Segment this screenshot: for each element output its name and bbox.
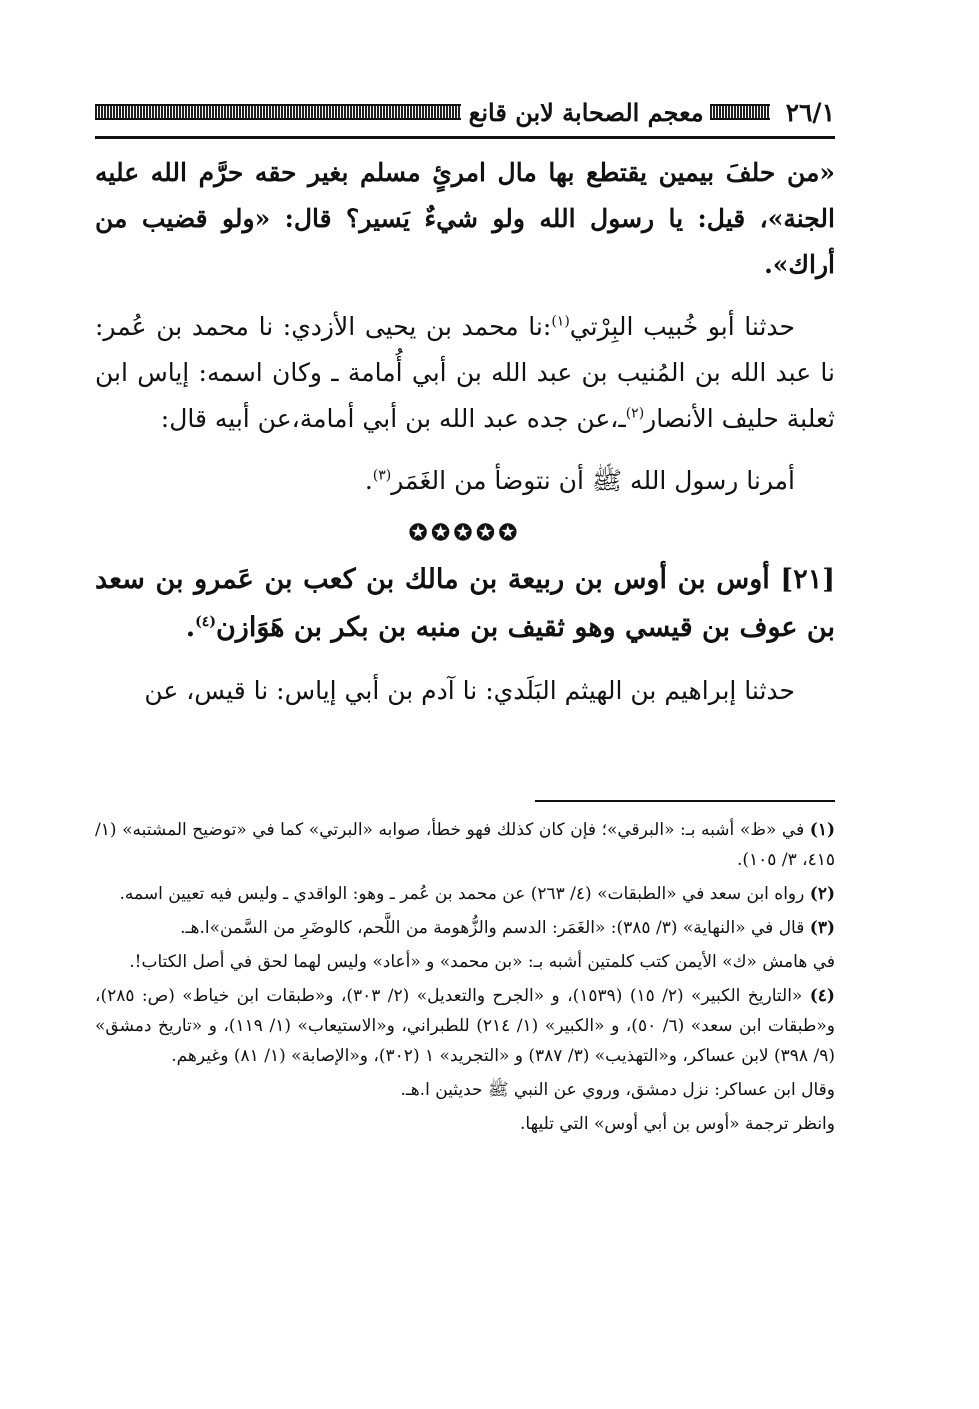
isnad-text: ـ،عن جده عبد الله بن أبي أمامة،عن أبيه قال: <box>160 404 626 433</box>
main-text <box>95 150 835 730</box>
book-title: معجم الصحابة لابن قانع <box>468 97 704 127</box>
footnote <box>95 981 835 1071</box>
footnote-label: (٣) <box>809 918 835 938</box>
footnote-rule <box>535 800 835 802</box>
header-ornament <box>95 104 461 120</box>
footnote-ref: (١) <box>551 313 570 330</box>
footnote-label: (٢) <box>809 884 835 904</box>
footnote-label: (٤) <box>809 986 835 1006</box>
footnote <box>95 1075 835 1105</box>
footnote-text: في هامش «ك» الأيمن كتب كلمتين أشبه بـ: «بن محمد» و «أعاد» وليس لهما لحق في أصل الكتاب!. <box>129 952 835 972</box>
footnotes <box>95 815 835 1143</box>
footnote-text: قال في «النهاية» (٣/ ٣٨٥): «الغَمَر: الدسم والزُّهومة من اللَّحم، كالوضَرِ من السَّمن»ا.هـ. <box>180 918 805 938</box>
isnad-text: :نا محمد بن يحيى الأزدي: نا محمد بن عُمر: نا عبد الله بن المُنيب بن عبد الله بن أبي أُمامة ـ وكان اسمه: إياس ابن ثعلبة حليف الأنصار <box>95 312 835 433</box>
footnote-ref: (٤) <box>195 614 216 630</box>
footnote-ref: (٢) <box>625 405 645 422</box>
isnad-text: حدثنا أبو خُبيب البِرْتي <box>569 312 795 341</box>
footnote-label: (١) <box>809 820 835 840</box>
entry-title: [٢١] أوس بن أوس بن ربيعة بن مالك بن كعب بن عَمرو بن سعد بن عوف بن قيسي وهو ثقيف بن منبه بن بكر بن هَوَازن <box>95 564 835 643</box>
hadith-text: أمرنا رسول الله ﷺ أن نتوضأ من الغَمَر <box>391 466 795 495</box>
footnote <box>95 947 835 977</box>
hadith-text: . <box>364 466 373 495</box>
entry-title: . <box>185 612 196 643</box>
hadith-paragraph <box>95 458 835 504</box>
section-separator: ✪✪✪✪✪ <box>408 520 522 546</box>
footnote-text: رواه ابن سعد في «الطبقات» (٤/ ٢٦٣) عن محمد بن عُمر ـ وهو: الواقدي ـ وليس فيه تعيين اسمه. <box>119 884 805 904</box>
page-reference: ٢٦/١ <box>785 97 835 127</box>
footnote-text: «التاريخ الكبير» (٢/ ١٥) (١٥٣٩)، و «الجرح والتعديل» (٢/ ٣٠٣)، و«طبقات ابن خياط» (ص: ٢٨٥)، و«طبقات ابن سعد» (٦/ ٥٠)، و «الكبير» (١/ ٢١٤) للطبراني، و«الاستيعاب» (١/ ١١٩)، و «تاريخ دمشق» (٩/ ٣٩٨) لابن عساكر، و«التهذيب» (٣/ ٣٨٧) و «التجريد» ١ (٣٠٢)، و«الإصابة» (١/ ٨١) وغيرهم. <box>95 986 836 1066</box>
header-rule <box>95 136 835 139</box>
footnote-text: في «ظ» أشبه بـ: «البرقي»؛ فإن كان كذلك فهو خطأ، صوابه «البرتي» كما في «توضيح المشتبه» (١/ ٤١٥، ٣/ ١٠٥). <box>95 820 835 870</box>
footnote-ref: (٣) <box>372 467 392 484</box>
hadith-text: «من حلفَ بيمين يقتطع بها مال امرئٍ مسلم بغير حقه حرَّم الله عليه الجنة»، قيل: يا رسول الله ولو شيءٌ يَسير؟ قال: «ولو قضيب من أراك». <box>95 158 835 279</box>
isnad-paragraph: حدثنا إبراهيم بن الهيثم البَلَدي: نا آدم بن أبي إياس: نا قيس، عن <box>144 676 795 705</box>
footnote <box>95 913 835 943</box>
footnote <box>95 1109 835 1139</box>
running-header <box>95 92 835 132</box>
footnote-text: وقال ابن عساكر: نزل دمشق، وروي عن النبي ﷺ حديثين ا.هـ. <box>400 1080 835 1100</box>
footnote <box>95 879 835 909</box>
header-ornament <box>710 104 770 120</box>
isnad-paragraph <box>95 304 835 442</box>
footnote <box>95 815 835 875</box>
footnote-text: وانظر ترجمة «أوس بن أبي أوس» التي تليها. <box>520 1114 835 1134</box>
entry-heading <box>95 556 835 652</box>
